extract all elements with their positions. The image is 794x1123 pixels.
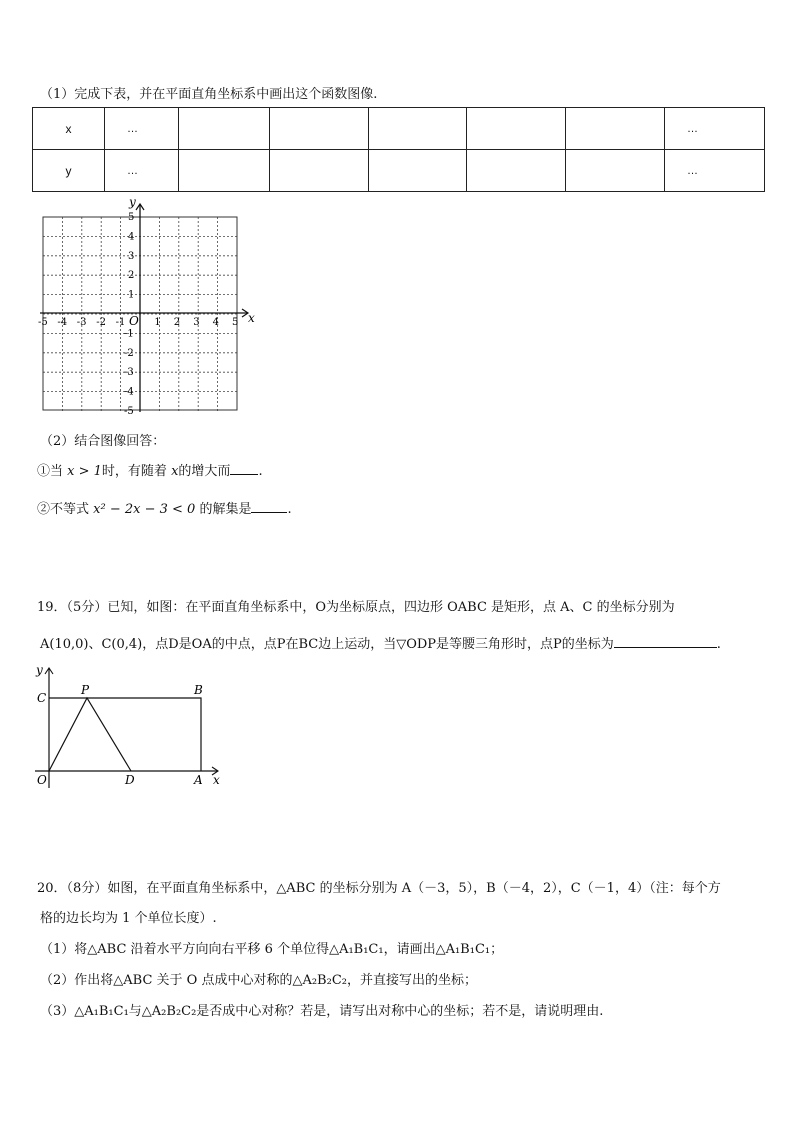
sub1-condition: x > 1 xyxy=(67,464,102,479)
label-O: O xyxy=(37,773,47,787)
x-tick-label: -1 xyxy=(115,317,126,328)
coordinate-grid xyxy=(30,192,260,417)
table-row-x xyxy=(33,108,765,150)
y-tick-label: 4 xyxy=(128,231,135,243)
q20-item2: （2）作出将△ABC 关于 O 点成中心对称的△A₂B₂C₂，并直接写出的坐标； xyxy=(40,973,477,988)
x-tick-label: 4 xyxy=(212,317,219,328)
sub2-inequality: x² − 2x − 3 < 0 xyxy=(93,502,196,517)
y-axis-label: y xyxy=(129,195,136,209)
table-cell: … xyxy=(105,108,179,150)
table-cell xyxy=(467,108,566,150)
y-tick-label: -3 xyxy=(124,367,134,379)
period: . xyxy=(287,502,292,517)
table-cell xyxy=(566,108,665,150)
x-tick-label: 3 xyxy=(193,317,200,328)
y-tick-label: -2 xyxy=(124,347,134,359)
q20-item1: （1）将△ABC 沿着水平方向向右平移 6 个单位得△A₁B₁C₁，请画出△A₁B₁C₁； xyxy=(40,942,504,957)
table-cell xyxy=(179,108,270,150)
label-D: D xyxy=(125,773,135,787)
sub1-suffix: 的增大而 xyxy=(178,464,231,479)
table-cell xyxy=(467,150,566,192)
y-tick-label: -1 xyxy=(124,328,134,340)
q18-sub2 xyxy=(37,498,292,517)
q19-line1: 19．（5分）已知，如图：在平面直角坐标系中，O为坐标原点，四边形 OABC 是矩形，点 A、C 的坐标分别为 xyxy=(37,600,675,615)
y-tick-label: -5 xyxy=(124,406,134,417)
x-tick-label: 5 xyxy=(232,317,239,328)
answer-blank xyxy=(230,462,258,475)
answer-blank xyxy=(251,500,287,513)
sub2-suffix: 的解集是 xyxy=(199,502,252,517)
label-C: C xyxy=(37,691,47,705)
q18-part2: （2）结合图像回答： xyxy=(40,434,166,449)
row-label: x xyxy=(33,108,105,150)
q19-line2 xyxy=(40,633,721,652)
x-tick-label: 1 xyxy=(154,317,161,328)
label-B: B xyxy=(194,683,203,697)
q20-line1: 20．（8分）如图，在平面直角坐标系中，△ABC 的坐标分别为 A（－3，5），B（－4，2），C（－1，4）（注：每个方 xyxy=(37,881,721,896)
q20-item3: （3）△A₁B₁C₁与△A₂B₂C₂是否成中心对称？若是，请写出对称中心的坐标；若不是，请说明理由. xyxy=(40,1004,604,1019)
table-cell: … xyxy=(665,150,765,192)
q18-part1: （1）完成下表，并在平面直角坐标系中画出这个函数图像. xyxy=(40,87,378,102)
sub2-prefix: ②不等式 xyxy=(37,502,90,517)
table-cell xyxy=(270,150,369,192)
x-tick-label: -5 xyxy=(38,317,48,328)
table-cell: … xyxy=(665,108,765,150)
table-cell xyxy=(369,150,467,192)
table-row-y xyxy=(33,150,765,192)
y-tick-label: 5 xyxy=(128,212,135,223)
period: . xyxy=(716,637,721,652)
y-tick-label: 1 xyxy=(128,289,135,301)
label-y: y xyxy=(36,663,43,677)
row-label: y xyxy=(33,150,105,192)
rectangle-figure xyxy=(33,660,228,790)
sub1-mid: 时，有随着 xyxy=(101,464,167,479)
origin-label: O xyxy=(129,314,139,328)
label-P: P xyxy=(81,683,90,697)
x-tick-label: -4 xyxy=(57,317,68,328)
sub1-var: x xyxy=(171,464,179,479)
table-cell xyxy=(369,108,467,150)
table-cell xyxy=(179,150,270,192)
table-cell: … xyxy=(105,150,179,192)
triangle-ODP xyxy=(49,698,131,771)
q20-line2: 格的边长均为 1 个单位长度）. xyxy=(40,911,217,926)
x-tick-label: 2 xyxy=(173,317,181,328)
x-tick-label: -2 xyxy=(96,317,106,328)
x-axis-label: x xyxy=(248,311,255,325)
label-x: x xyxy=(213,773,220,787)
q18-sub1 xyxy=(37,460,263,479)
y-tick-label: 2 xyxy=(128,270,135,282)
answer-blank xyxy=(614,635,717,648)
table-cell xyxy=(566,150,665,192)
value-table xyxy=(32,107,765,192)
table-cell xyxy=(270,108,369,150)
sub1-prefix: ①当 xyxy=(37,464,64,479)
period: . xyxy=(258,464,263,479)
label-A: A xyxy=(194,773,203,787)
x-tick-label: -3 xyxy=(76,317,87,328)
q19-text: A(10,0)、C(0,4)，点D是OA的中点，点P在BC边上运动，当▽ODP是等腰三角形时，点P的坐标为 xyxy=(40,637,614,652)
y-tick-label: -4 xyxy=(124,386,134,398)
y-tick-label: 3 xyxy=(128,250,135,262)
